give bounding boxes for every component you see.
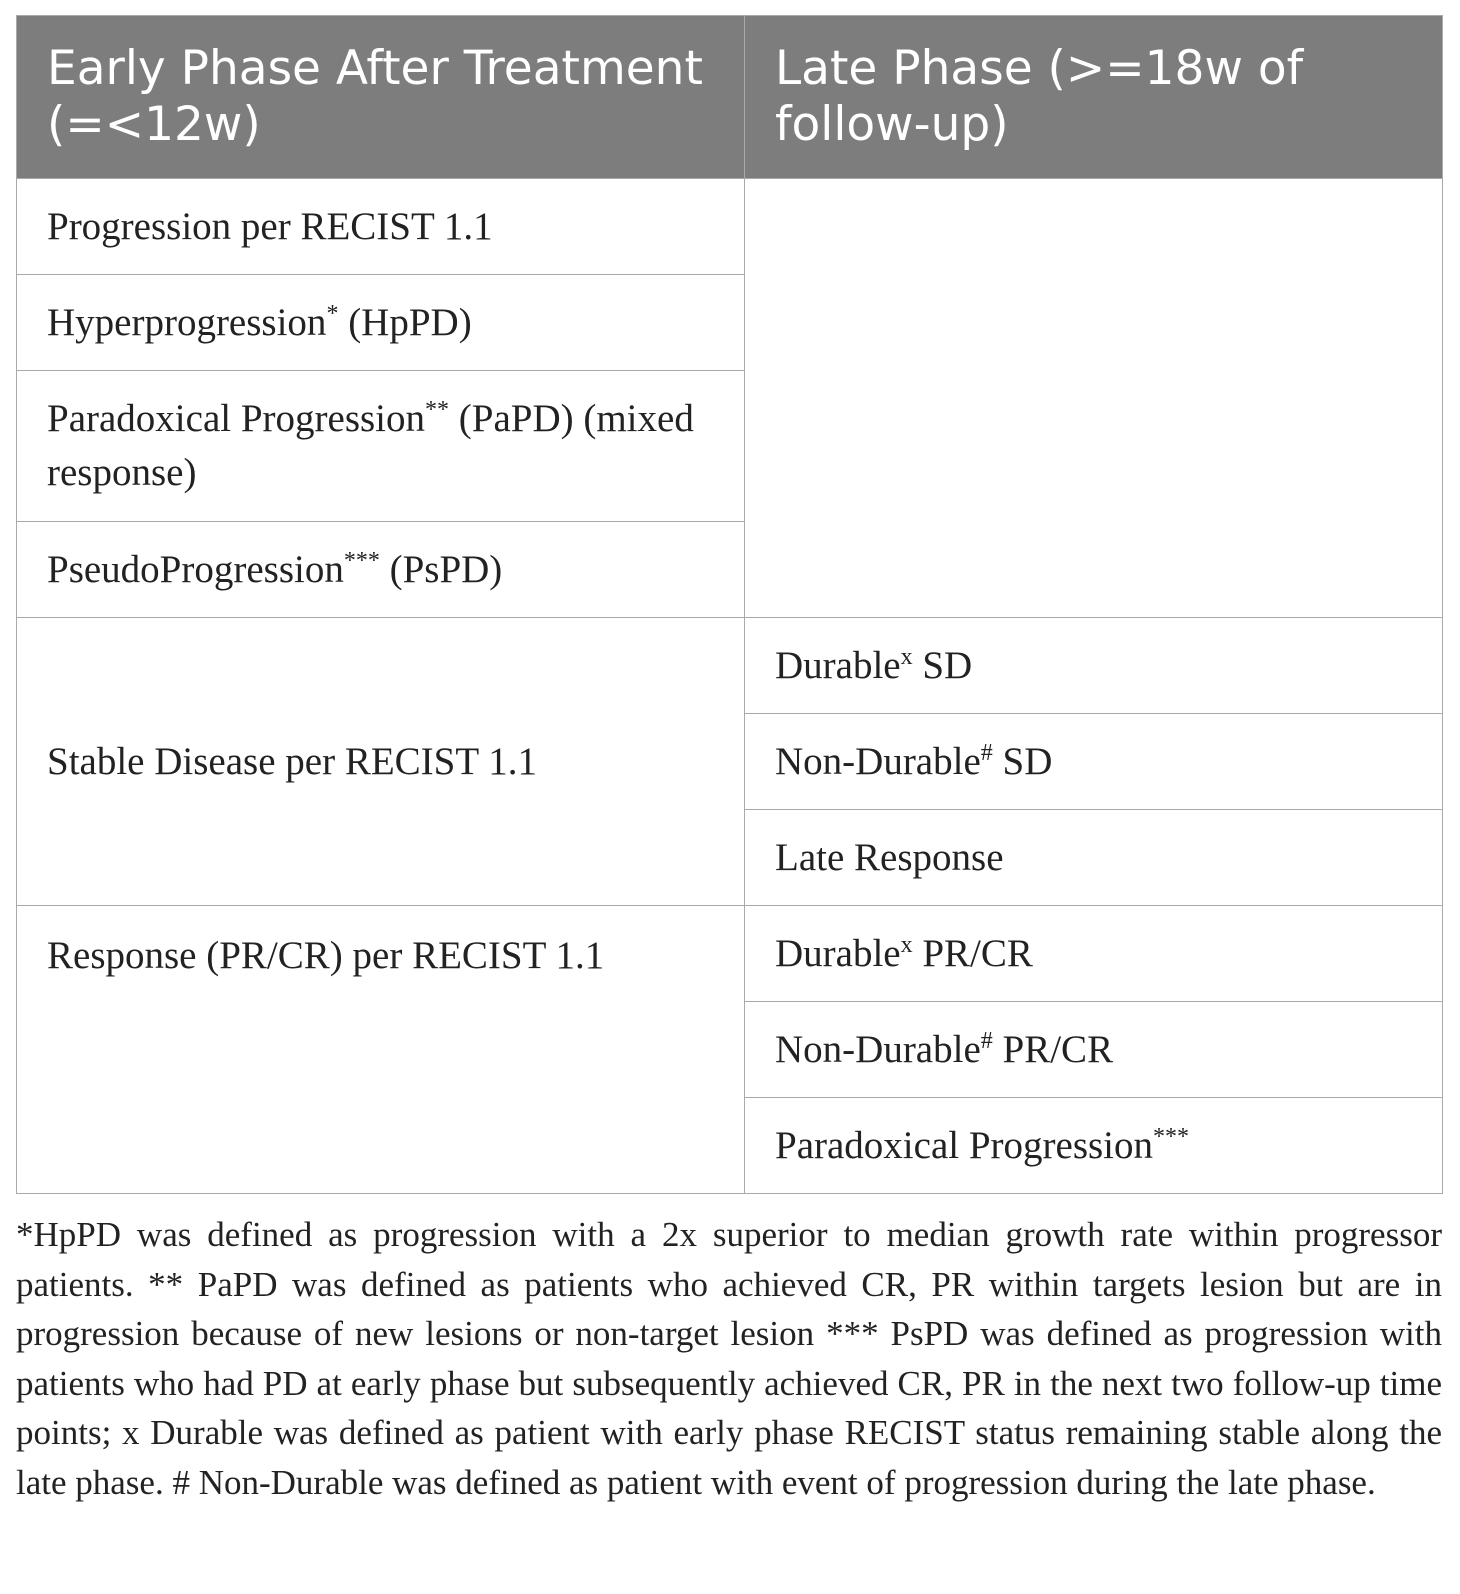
cell-durable-sd: Durable$^x$ SD [745,618,1443,714]
cell-stable-disease: Stable Disease per RECIST 1.1 [17,618,745,906]
cell-response-recist: Response (PR/CR) per RECIST 1.1 [17,906,745,1194]
header-late-phase: Late Phase (>=18w of follow-up) [745,16,1443,179]
cell-nondurable-sd: Non-Durable# SD [745,714,1443,810]
table-row [17,179,1443,275]
header-early-phase: Early Phase After Treatment (=<12w) [17,16,745,179]
table-footnote: *HpPD was defined as progression with a 2x superior to median growth rate within progressor patients. ** PaPD was defined as patients who achieved CR, PR within targets lesion but are in progression because of new lesions or non-target lesion *** PsPD was defined as progression with patients who had PD at early phase but subsequently achieved CR, PR in the next two follow-up time points; x Durable was defined as patient with early phase RECIST status remaining stable along the late phase. # Non-Durable was defined as patient with event of progression during the late phase. [16,1215,1442,1502]
cell-paradoxical-progression-late: Paradoxical Progression*** [745,1098,1443,1194]
cell-paradoxical-progression: Paradoxical Progression** (PaPD) (mixed response) [17,371,745,522]
cell-hyperprogression: Hyperprogression* (HpPD) [17,275,745,371]
table-row [17,618,1443,714]
cell-late-empty [745,179,1443,618]
cell-pseudoprogression: PseudoProgression*** (PsPD) [17,522,745,618]
cell-nondurable-prcr: Non-Durable# PR/CR [745,1002,1443,1098]
cell-late-response: Late Response [745,810,1443,906]
table-row [17,906,1443,1002]
cell-durable-prcr: Durable$^x$ PR/CR [745,906,1443,1002]
response-classification-table [16,15,1443,1194]
header-row [17,16,1443,179]
cell-progression-recist: Progression per RECIST 1.1 [17,179,745,275]
